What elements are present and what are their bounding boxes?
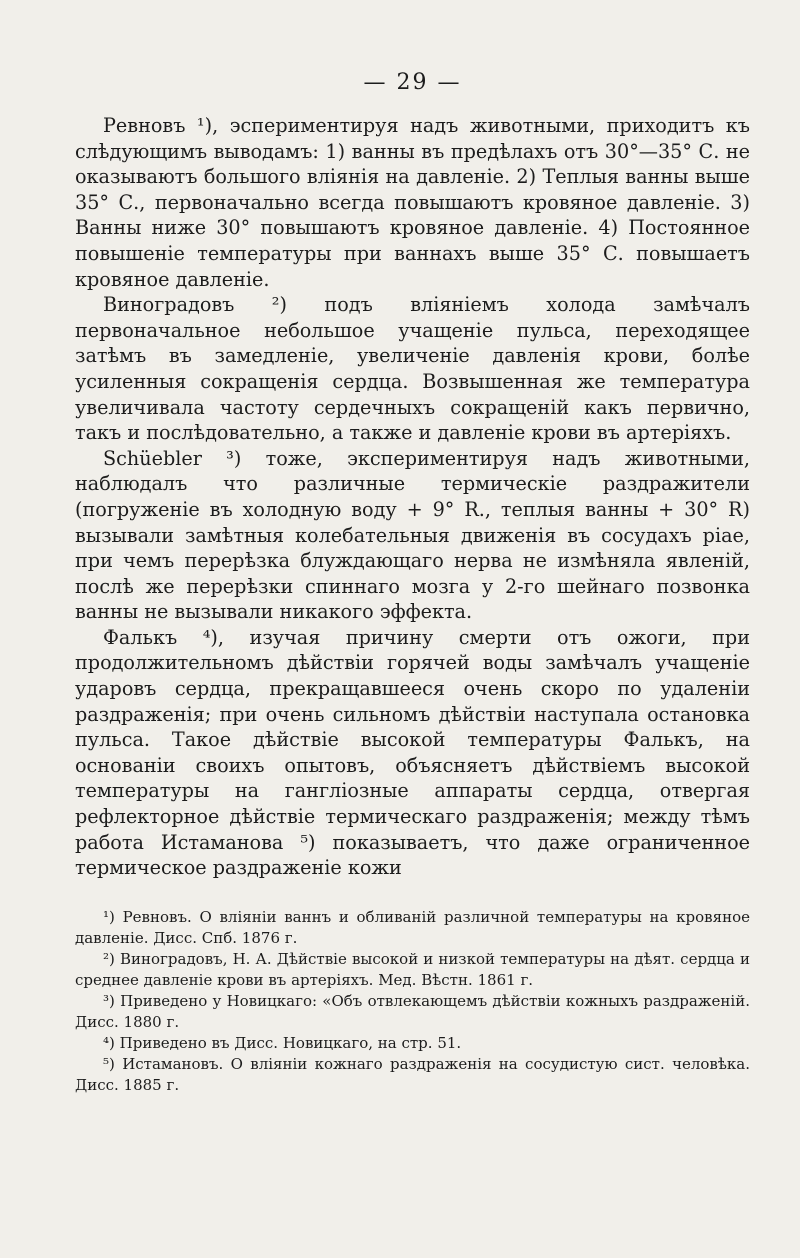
footnotes (75, 907, 750, 1096)
paragraph-falk: Фалькъ ⁴), изучая причину смерти отъ ожоги, при продолжительномъ дѣйствіи горячей воды замѣчалъ учащеніе ударовъ сердца, прекращавшееся очень скоро по удаленіи раздраженія; при очень сильномъ дѣйствіи наступала остановка пульса. Такое дѣйствіе высокой температуры Фалькъ, на основаніи своихъ опытовъ, объясняетъ дѣйствіемъ высокой температуры на ганглiозные аппараты сердца, отвергая рефлекторное дѣйствіе термическаго раздраженія; между тѣмъ работа Истаманова ⁵) показываетъ, что даже ограниченное термическое раздраженіе кожи (75, 625, 750, 880)
page-number: — 29 — (363, 70, 462, 95)
paragraph-schuebler: Schüeblеr ³) тоже, экспериментируя надъ животными, наблюдалъ что различные термическіе раздражители (погруженіе въ холодную воду + 9° R., теплыя ванны + 30° R) вызывали замѣтныя колебательныя движенія въ сосудахъ ріае, при чемъ перерѣзка блуждающаго нерва не измѣняла явленій, послѣ же перерѣзки спиннаго мозга у 2-го шейнаго позвонка ванны не вызывали никакого эффекта. (75, 446, 750, 624)
footnote-4: ⁴) Приведено въ Дисс. Новицкаго, на стр. 51. (103, 1033, 462, 1052)
footnote-3: ³) Приведено у Новицкаго: «Объ отвлекающемъ дѣйствіи кожныхъ раздраженій. Дисс. 1880 г. (75, 991, 750, 1031)
footnote-2: ²) Виноградовъ, Н. А. Дѣйствіе высокой и низкой температуры на дѣят. сердца и среднее давленіе крови въ артеріяхъ. Мед. Вѣстн. 1861 г. (75, 949, 750, 989)
paragraph-vinogradov: Виноградовъ ²) подъ вліяніемъ холода замѣчалъ первоначальное небольшое учащеніе пульса, переходящее затѣмъ въ замедленіе, увеличеніе давленія крови, болѣе усиленныя сокращенія сердца. Возвышенная же температура увеличивала частоту сердечныхъ сокращеній какъ первично, такъ и послѣдовательно, а также и давленіе крови въ артеріяхъ. (75, 293, 750, 445)
main-text (75, 113, 750, 881)
footnote-1: ¹) Ревновъ. О вліяніи ваннъ и обливаній различной температуры на кровяное давленіе. Дисс. Спб. 1876 г. (75, 907, 750, 947)
paragraph-revnov: Ревновъ ¹), эспериментируя надъ животными, приходитъ къ слѣдующимъ выводамъ: 1) ванны въ предѣлахъ отъ 30°—35° С. не оказываютъ большого вліянія на давленіе. 2) Теплыя ванны выше 35° С., первоначально всегда повышаютъ кровяное давленіе. 3) Ванны ниже 30° повышаютъ кровяное давленіе. 4) Постоянное повышеніе температуры при ваннахъ выше 35° С. повышаетъ кровяное давленіе. (75, 114, 750, 291)
footnote-5: ⁵) Истамановъ. О вліяніи кожнаго раздраженія на сосудистую сист. человѣка. Дисс. 1885 г. (75, 1054, 750, 1094)
